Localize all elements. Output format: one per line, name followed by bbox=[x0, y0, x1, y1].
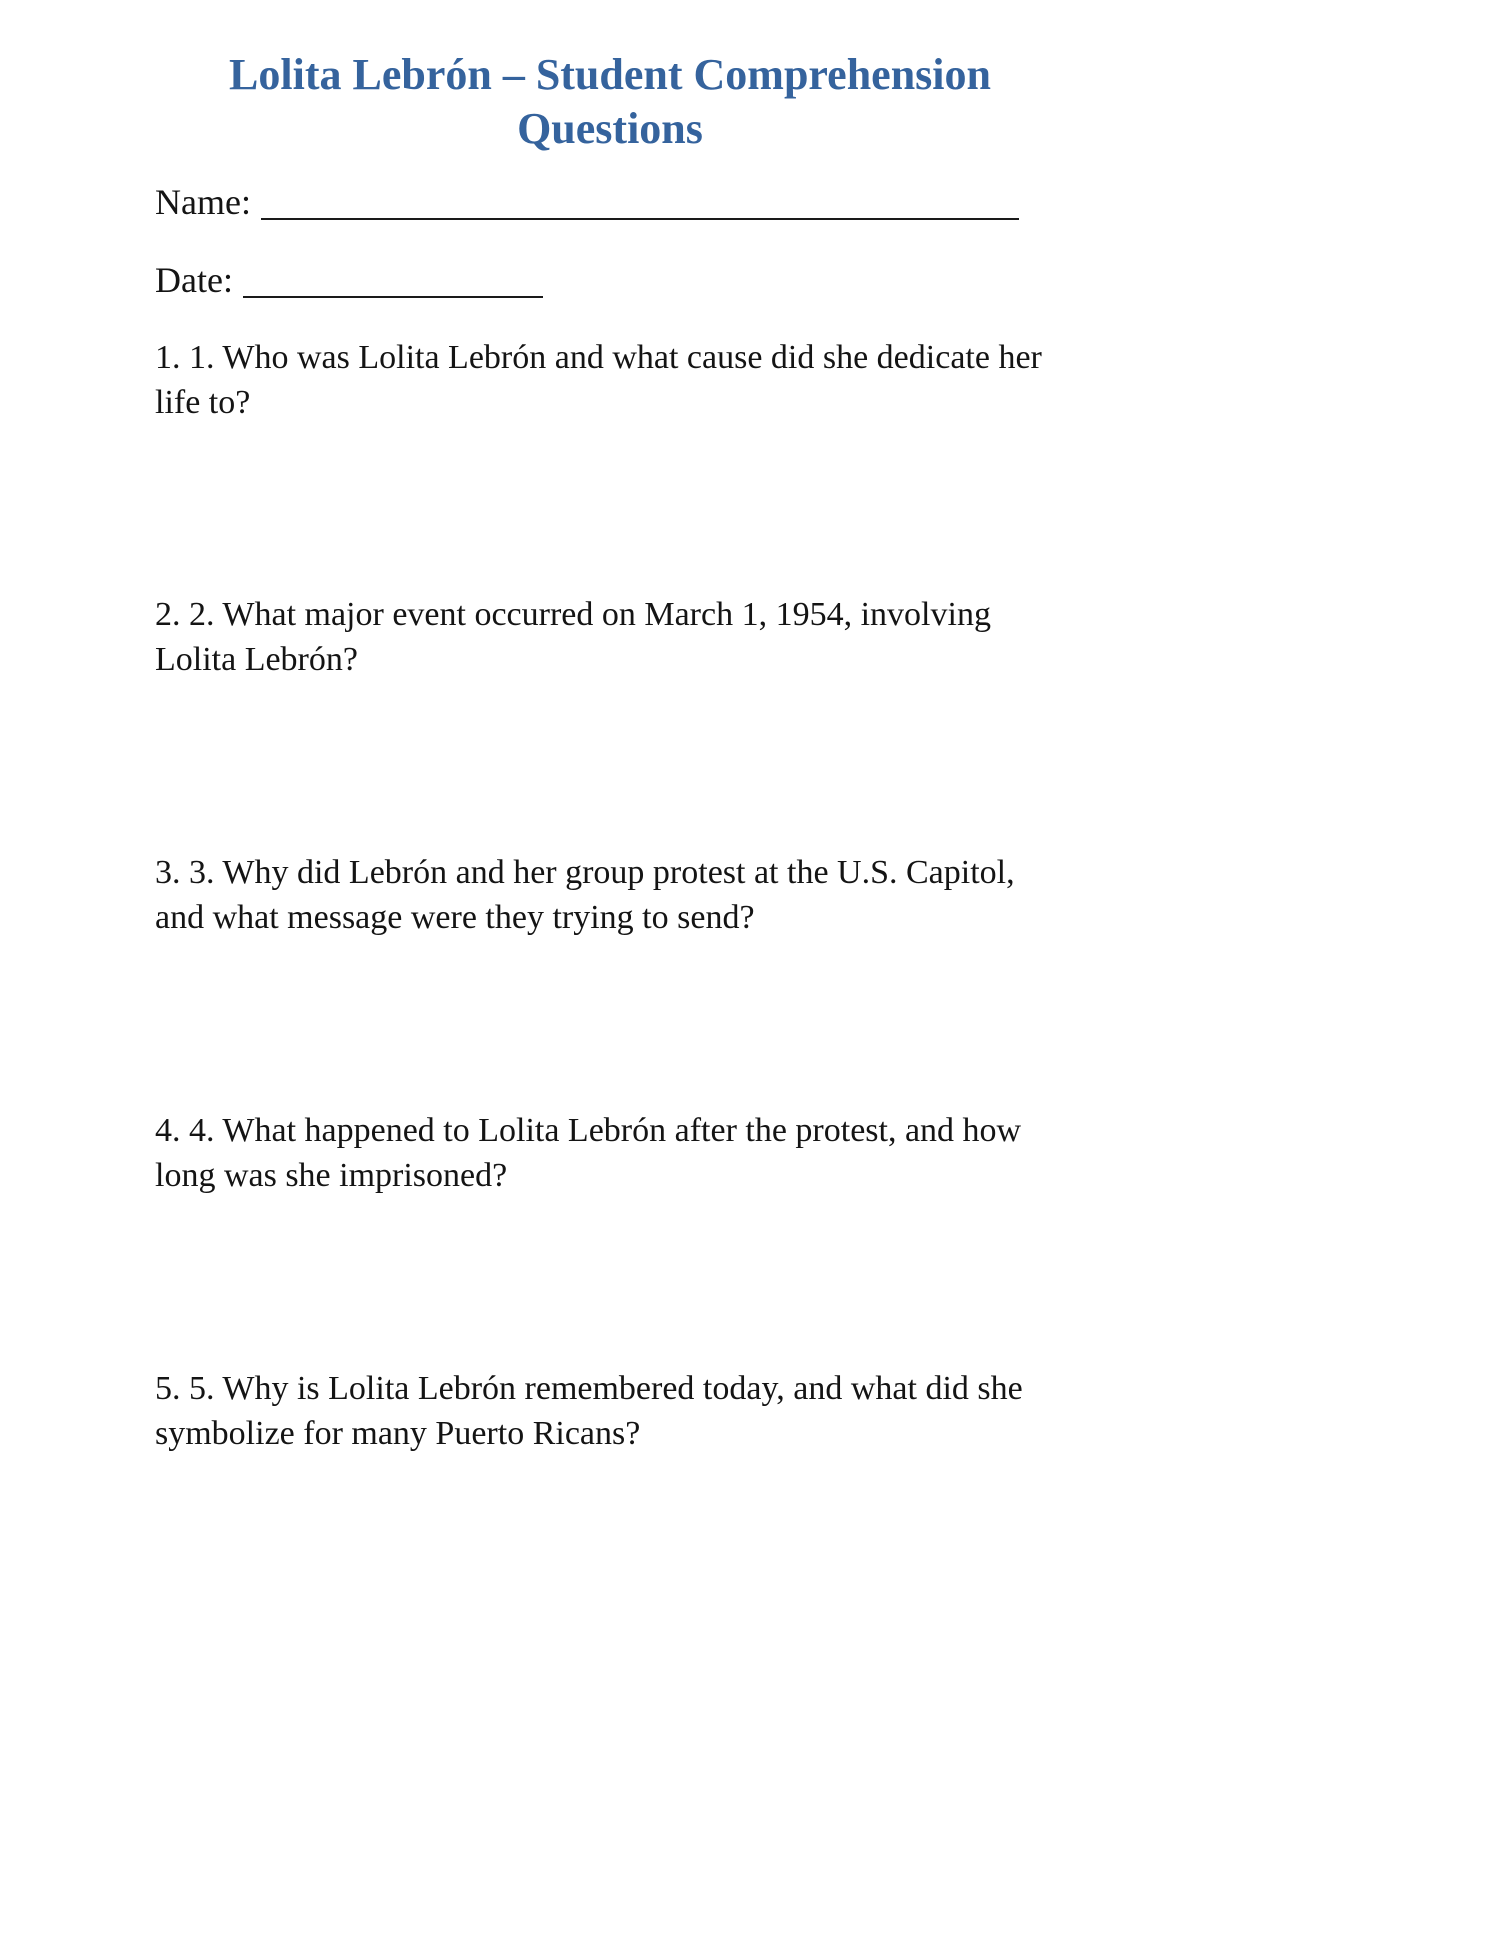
question-list bbox=[155, 336, 1065, 1457]
question-text-2: 2. 2. What major event occurred on March 1, 1954, involving Lolita Lebrón? bbox=[155, 596, 991, 679]
name-blank-line bbox=[261, 210, 1019, 220]
content-column bbox=[155, 48, 1065, 1456]
date-label: Date: bbox=[155, 259, 233, 300]
page-title bbox=[155, 48, 1065, 155]
question-item-5 bbox=[155, 1367, 1065, 1457]
question-text-5: 5. 5. Why is Lolita Lebrón remembered today, and what did she symbolize for many Puerto Ricans? bbox=[155, 1369, 1023, 1452]
question-item-3 bbox=[155, 851, 1065, 941]
question-text-3: 3. 3. Why did Lebrón and her group protest at the U.S. Capitol, and what message were they trying to send? bbox=[155, 854, 1015, 937]
page-title-line2: Questions bbox=[517, 103, 703, 153]
question-item-1 bbox=[155, 336, 1065, 426]
page-title-line1: Lolita Lebrón – Student Comprehension bbox=[229, 50, 991, 99]
question-item-4 bbox=[155, 1109, 1065, 1199]
date-blank-line bbox=[243, 288, 543, 298]
question-text-4: 4. 4. What happened to Lolita Lebrón after the protest, and how long was she imprisoned? bbox=[155, 1111, 1022, 1194]
question-text-1: 1. 1. Who was Lolita Lebrón and what cause did she dedicate her life to? bbox=[155, 338, 1042, 421]
name-field-row bbox=[155, 181, 1065, 224]
date-field-row bbox=[155, 259, 1065, 302]
name-label: Name: bbox=[155, 182, 251, 223]
question-item-2 bbox=[155, 593, 1065, 683]
